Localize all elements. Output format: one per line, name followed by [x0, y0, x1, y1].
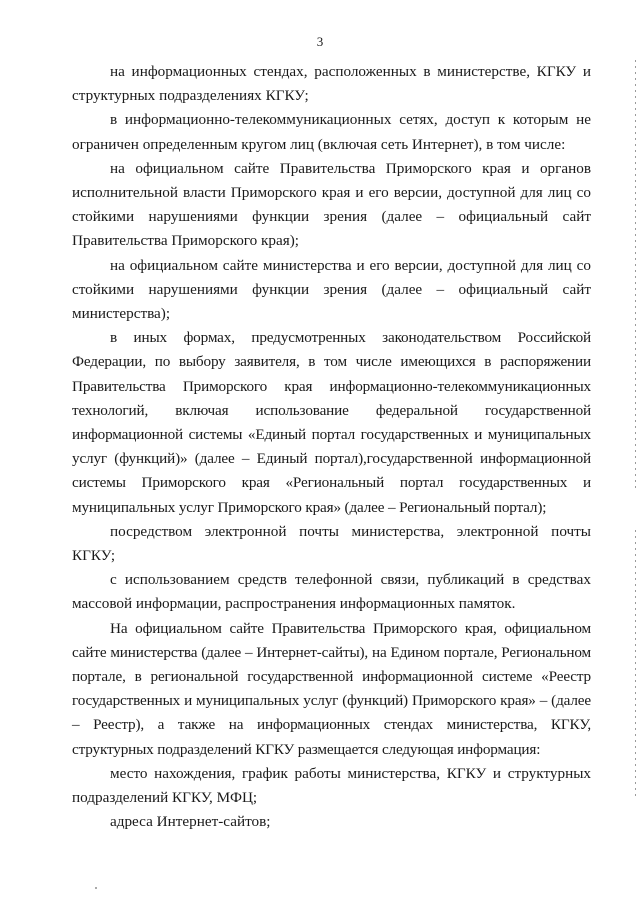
page-number: 3: [316, 34, 324, 49]
paragraph-info-stands: на информационных стендах, расположенных в министерстве, КГКУ и структурных подразделениях КГКУ;: [72, 63, 591, 105]
paragraph-location-schedule: место нахождения, график работы министерства, КГКУ и структурных подразделений КГКУ, МФЦ;: [72, 764, 591, 807]
paragraph-other-forms: в иных формах, предусмотренных законодательством Российской Федерации, по выбору заявителя, в том числе имеющихся в распоряжении Правительства Приморского края информационно-телекоммуникационных технологий, включая использование федеральной государственной информационной системы «Единый портал государственных и муниципальных услуг (функций)» (далее – Единый портал),государственной информационной системы Приморского края «Региональный портал государственных и муниципальных услуг Приморского края» (далее – Региональный портал);: [72, 329, 591, 516]
scan-artifact-dot: [95, 887, 97, 889]
paragraph-published-information: На официальном сайте Правительства Приморского края, официальном сайте министерства (далее – Интернет-сайты), на Едином портале, Региональном портале, в региональной государственной информационной системе «Реестр государственных и муниципальных услуг (функций) Приморского края» – (далее – Реестр), а также на информационных стендах министерства, КГКУ, структурных подразделений КГКУ размещается следующая информация:: [72, 619, 591, 758]
paragraph-ministry-site: на официальном сайте министерства и его версии, доступной для лиц со стойкими нарушениями функции зрения (далее – официальный сайт министерства);: [72, 256, 591, 323]
paragraph-phone-media: с использованием средств телефонной связи, публикаций в средствах массовой информации, распространения информационных памяток.: [72, 571, 591, 613]
paragraph-government-site: на официальном сайте Правительства Приморского края и органов исполнительной власти Приморского края и его версии, доступной для лиц со стойкими нарушениями функции зрения (далее – официальный сайт Правительства Приморского края);: [72, 159, 591, 250]
paragraph-email: посредством электронной почты министерства, электронной почты КГКУ;: [72, 522, 591, 565]
scan-margin-mark-bottom: [635, 530, 636, 800]
paragraph-website-addresses: адреса Интернет-сайтов;: [110, 813, 271, 831]
document-body: [72, 60, 591, 835]
paragraph-telecom-networks: в информационно-телекоммуникационных сетях, доступ к которым не ограничен определенным кругом лиц (включая сеть Интернет), в том числе:: [72, 111, 591, 153]
scan-margin-mark-top: [635, 60, 636, 490]
